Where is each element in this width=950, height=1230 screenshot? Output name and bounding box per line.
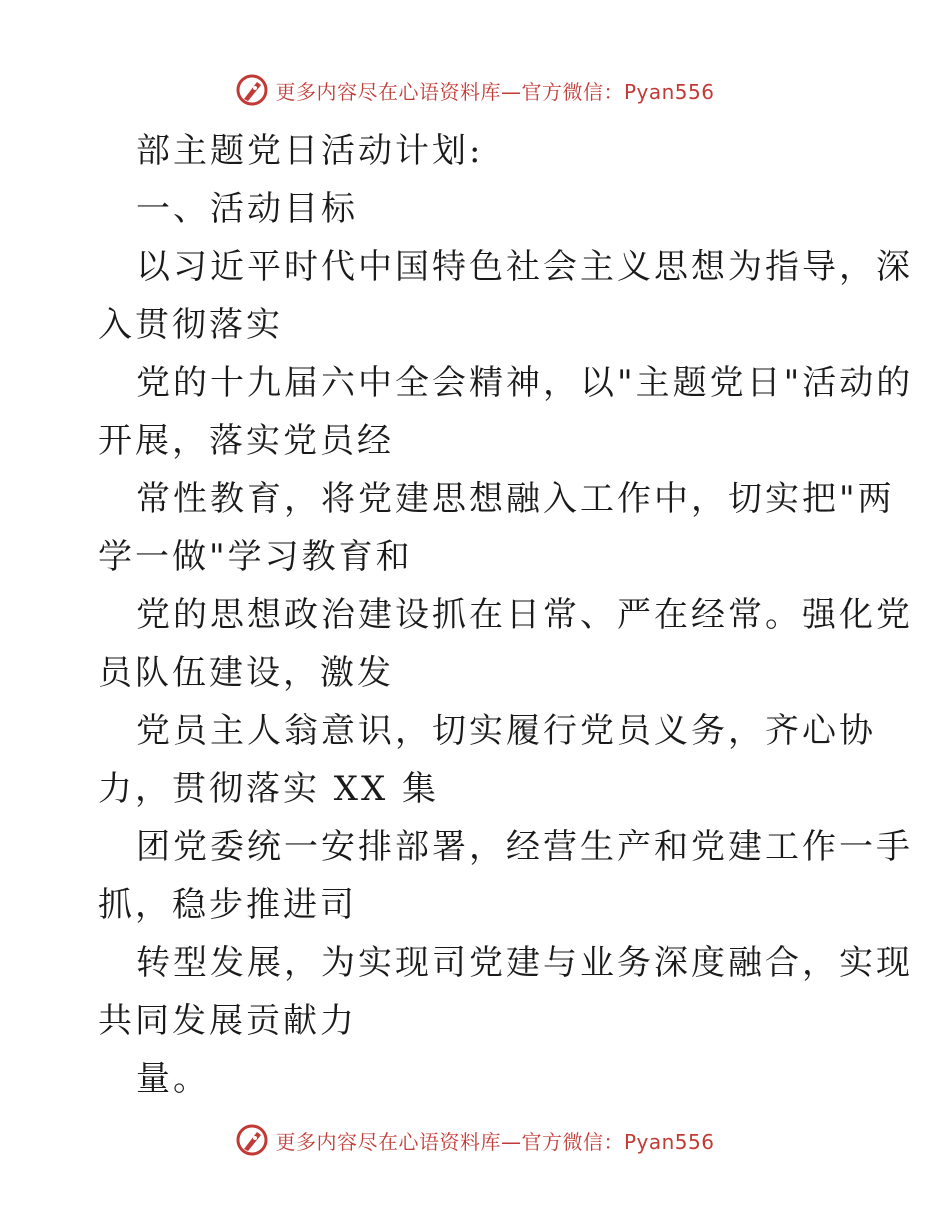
footer-watermark: [0, 1120, 950, 1160]
document-line: 共同发展贡献力: [98, 1001, 357, 1041]
pen-nib-logo-icon: [235, 73, 269, 107]
document-line: 开展，落实党员经: [98, 421, 394, 461]
document-line: 力，贯彻落实 XX 集: [98, 769, 440, 809]
watermark-text: 更多内容尽在心语资料库—官方微信：Pyan556: [275, 79, 715, 104]
document-line: 学一做"学习教育和: [98, 537, 413, 577]
document-line: 部主题党日活动计划:: [136, 131, 484, 171]
document-line: 党的十九届六中全会精神，以"主题党日"活动的: [136, 363, 914, 403]
watermark-text: 更多内容尽在心语资料库—官方微信：Pyan556: [275, 1129, 715, 1154]
section-heading: 一、活动目标: [136, 189, 358, 229]
document-line: 量。: [136, 1059, 210, 1099]
document-line: 抓，稳步推进司: [98, 885, 357, 925]
document-line: 常性教育，将党建思想融入工作中，切实把"两: [136, 479, 895, 519]
document-body: [98, 122, 914, 1108]
document-line: 员队伍建设，激发: [98, 653, 394, 693]
document-line: 以习近平时代中国特色社会主义思想为指导，深: [136, 247, 913, 287]
document-line: 党员主人翁意识，切实履行党员义务，齐心协: [136, 711, 876, 751]
document-line: 团党委统一安排部署，经营生产和党建工作一手: [136, 827, 913, 867]
pen-nib-logo-icon: [235, 1123, 269, 1157]
header-watermark: [0, 70, 950, 110]
document-line: 入贯彻落实: [98, 305, 283, 345]
document-line: 转型发展，为实现司党建与业务深度融合，实现: [136, 943, 913, 983]
document-line: 党的思想政治建设抓在日常、严在经常。强化党: [136, 595, 913, 635]
